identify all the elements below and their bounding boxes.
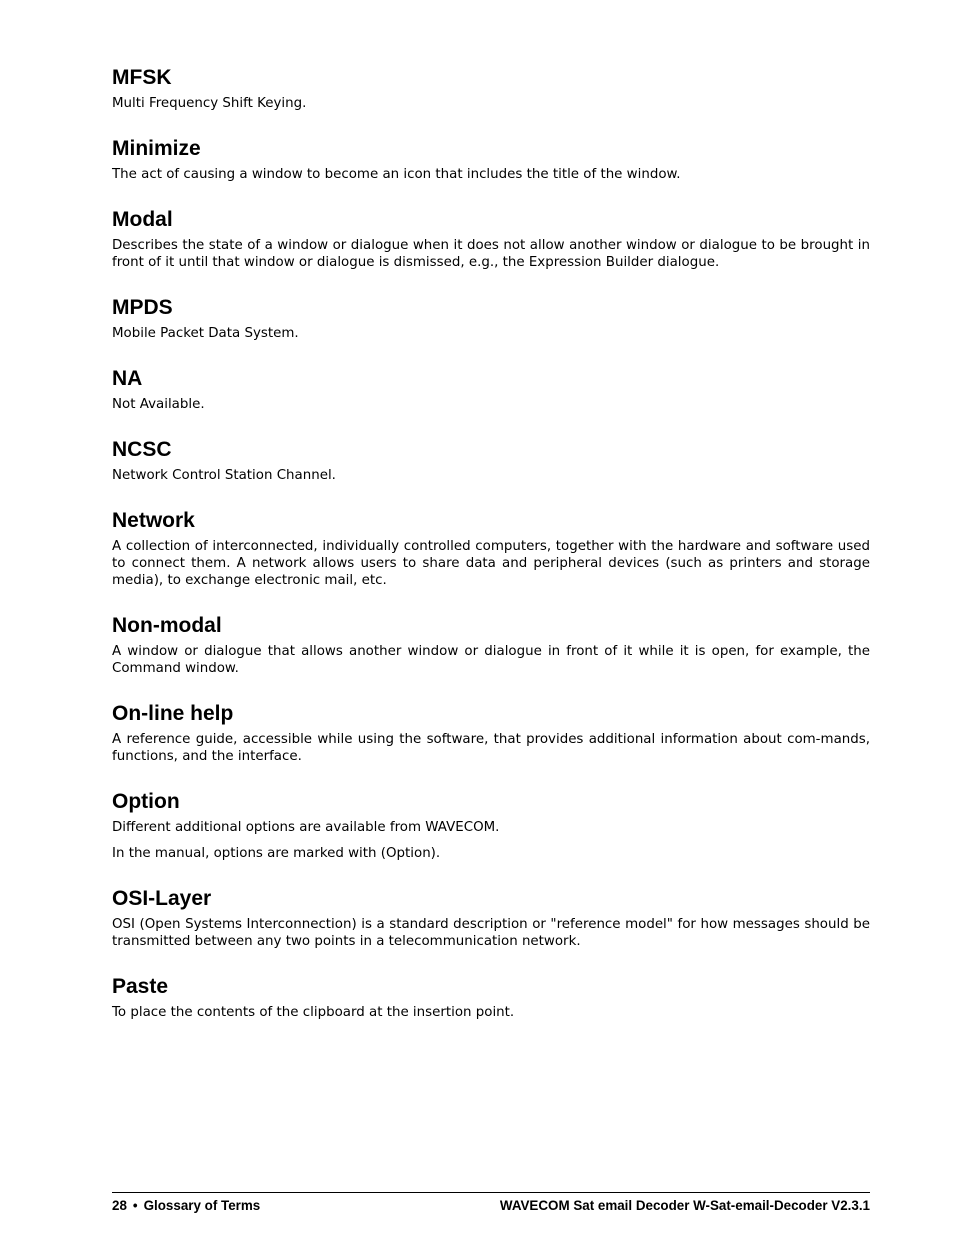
page-number: 28 xyxy=(112,1198,127,1213)
term-definition: Network Control Station Channel. xyxy=(112,468,336,483)
term-heading: Network xyxy=(112,509,195,532)
bullet-separator: • xyxy=(132,1198,138,1213)
term-definition: A reference guide, accessible while using the software, that provides additional information about com-mands, functions, and the interface. xyxy=(112,732,870,764)
term-heading: NA xyxy=(112,367,143,390)
term-heading: Minimize xyxy=(112,137,201,160)
section-name: Glossary of Terms xyxy=(143,1198,261,1213)
term-heading: Option xyxy=(112,790,180,813)
term-definition: To place the contents of the clipboard at the insertion point. xyxy=(112,1005,515,1020)
glossary-entry xyxy=(112,64,870,112)
product-name: WAVECOM Sat email Decoder W-Sat-email-Decoder V2.3.1 xyxy=(499,1198,870,1213)
term-heading: MFSK xyxy=(112,66,172,89)
term-definition: Not Available. xyxy=(112,397,205,412)
glossary-entry xyxy=(112,788,870,862)
glossary-content xyxy=(112,64,870,1030)
term-heading: MPDS xyxy=(112,296,173,319)
term-definition: Multi Frequency Shift Keying. xyxy=(112,96,307,111)
term-heading: Non-modal xyxy=(112,614,222,637)
footer-left xyxy=(112,1197,260,1214)
glossary-entry xyxy=(112,206,870,271)
glossary-entry xyxy=(112,973,870,1021)
term-definition: A window or dialogue that allows another window or dialogue in front of it while it is open, for example, the Command window. xyxy=(112,644,870,676)
term-definition: In the manual, options are marked with (Option). xyxy=(112,846,441,861)
page-footer xyxy=(112,1192,870,1214)
glossary-entry xyxy=(112,700,870,765)
term-definition: Mobile Packet Data System. xyxy=(112,326,299,341)
glossary-entry xyxy=(112,436,870,484)
glossary-entry xyxy=(112,135,870,183)
term-definition: Different additional options are available from WAVECOM. xyxy=(112,820,500,835)
term-heading: Paste xyxy=(112,975,169,998)
term-definition: OSI (Open Systems Interconnection) is a standard description or "reference model" for how messages should be transmitted between any two points in a telecommunication network. xyxy=(112,917,870,949)
glossary-entry xyxy=(112,612,870,677)
glossary-entry xyxy=(112,294,870,342)
term-heading: OSI-Layer xyxy=(112,887,212,910)
glossary-entry xyxy=(112,365,870,413)
term-definition: Describes the state of a window or dialogue when it does not allow another window or dialogue to be brought in front of it until that window or dialogue is dismissed, e.g., the Expression Builder dialogue. xyxy=(112,238,870,270)
term-heading: On-line help xyxy=(112,702,234,725)
term-heading: Modal xyxy=(112,208,173,231)
term-definition: A collection of interconnected, individually controlled computers, together with the hardware and software used to connect them. A network allows users to share data and peripheral devices (such as printers and storage media), to exchange electronic mail, etc. xyxy=(112,539,870,588)
glossary-entry xyxy=(112,885,870,950)
term-heading: NCSC xyxy=(112,438,172,461)
glossary-entry xyxy=(112,507,870,589)
term-definition: The act of causing a window to become an icon that includes the title of the window. xyxy=(112,167,681,182)
